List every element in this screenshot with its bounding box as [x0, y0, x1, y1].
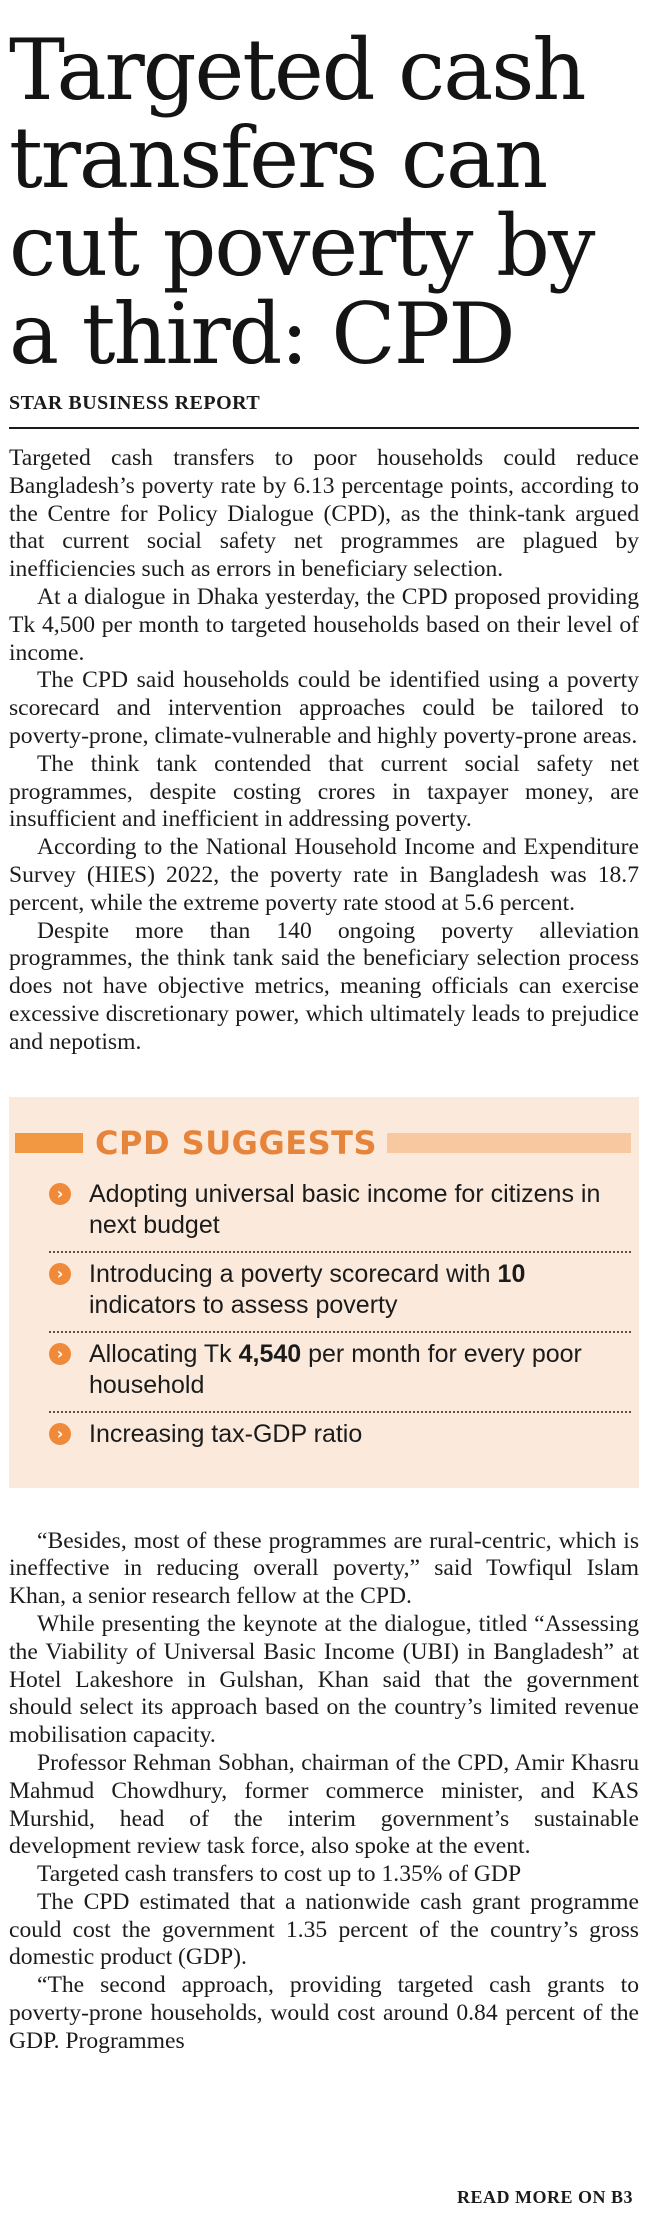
- suggestion-item: [49, 1173, 631, 1253]
- suggestion-item: [49, 1333, 631, 1413]
- suggestion-text: Increasing tax-GDP ratio: [89, 1419, 363, 1448]
- arrow-right-circle-icon: ›: [49, 1343, 71, 1365]
- byline-divider: [9, 427, 639, 429]
- paragraph: The CPD estimated that a nationwide cash grant programme could cost the government 1.35 percent of the country’s gross domestic product (GDP).: [9, 1888, 639, 1971]
- box-title-row: [15, 1123, 631, 1163]
- paragraph: The think tank contended that current social safety net programmes, despite costing crores in taxpayer money, are insufficient and inefficient in addressing poverty.: [9, 750, 639, 833]
- arrow-right-circle-icon: ›: [49, 1263, 71, 1285]
- suggestion-highlight: 10: [497, 1259, 526, 1288]
- article-body-bottom: [9, 1528, 639, 2056]
- suggestion-text: Allocating Tk: [89, 1339, 239, 1368]
- suggestion-text: Introducing a poverty scorecard with: [89, 1259, 498, 1288]
- suggestion-item: [49, 1253, 631, 1333]
- arrow-right-circle-icon: ›: [49, 1423, 71, 1445]
- suggestion-text: indicators to assess poverty: [89, 1290, 398, 1319]
- suggestion-highlight: 4,540: [238, 1339, 302, 1368]
- paragraph: The CPD said households could be identified using a poverty scorecard and intervention approaches could be tailored to poverty-prone, climate-vulnerable and highly poverty-prone areas.: [9, 667, 639, 749]
- title-fill-bar: [387, 1133, 631, 1153]
- read-more-link[interactable]: READ MORE ON B3: [445, 2187, 633, 2208]
- suggestions-list: [15, 1173, 631, 1460]
- title-accent-bar: [15, 1133, 83, 1153]
- suggestion-item: [49, 1413, 631, 1460]
- byline: STAR BUSINESS REPORT: [9, 392, 261, 414]
- box-title: CPD SUGGESTS: [95, 1123, 377, 1162]
- suggestion-text: per month for every poor household: [89, 1339, 582, 1399]
- paragraph: “Besides, most of these programmes are rural-centric, which is ineffective in reducing overall poverty,” said Towfiqul Islam Khan, a senior research fellow at the CPD.: [9, 1527, 639, 1610]
- paragraph: Despite more than 140 ongoing poverty alleviation programmes, the think tank said the beneficiary selection process does not have objective metrics, meaning officials can exercise excessive discretionary power, which ultimately leads to prejudice and nepotism.: [9, 917, 639, 1055]
- headline: Targeted cash transfers can cut poverty by a third: CPD: [9, 21, 594, 383]
- paragraph: While presenting the keynote at the dialogue, titled “Assessing the Viability of Universal Basic Income (UBI) in Bangladesh” at Hotel Lakeshore in Gulshan, Khan said that the government should select its approach based on the country’s limited revenue mobilisation capacity.: [9, 1610, 639, 1749]
- cpd-suggests-box: [9, 1097, 639, 1488]
- suggestion-text: Adopting universal basic income for citizens in next budget: [89, 1179, 601, 1239]
- arrow-right-circle-icon: ›: [49, 1183, 71, 1205]
- paragraph: According to the National Household Income and Expenditure Survey (HIES) 2022, the poverty rate in Bangladesh was 18.7 percent, while the extreme poverty rate stood at 5.6 percent.: [9, 834, 639, 916]
- paragraph: Professor Rehman Sobhan, chairman of the CPD, Amir Khasru Mahmud Chowdhury, former commerce minister, and KAS Murshid, head of the interim government’s sustainable development review task force, also spoke at the event.: [9, 1749, 639, 1860]
- subheading-paragraph: Targeted cash transfers to cost up to 1.35% of GDP: [37, 1861, 522, 1888]
- paragraph: Targeted cash transfers to poor households could reduce Bangladesh’s poverty rate by 6.13 percentage points, according to the Centre for Policy Dialogue (CPD), as the think-tank argued that current social safety net programmes are plagued by inefficiencies such as errors in beneficiary selection.: [9, 445, 639, 583]
- paragraph: At a dialogue in Dhaka yesterday, the CPD proposed providing Tk 4,500 per month to targeted households based on their level of income.: [9, 583, 639, 666]
- article-body-top: [9, 445, 639, 1057]
- paragraph: “The second approach, providing targeted cash grants to poverty-prone households, would cost around 0.84 percent of the GDP. Programmes: [9, 1972, 639, 2054]
